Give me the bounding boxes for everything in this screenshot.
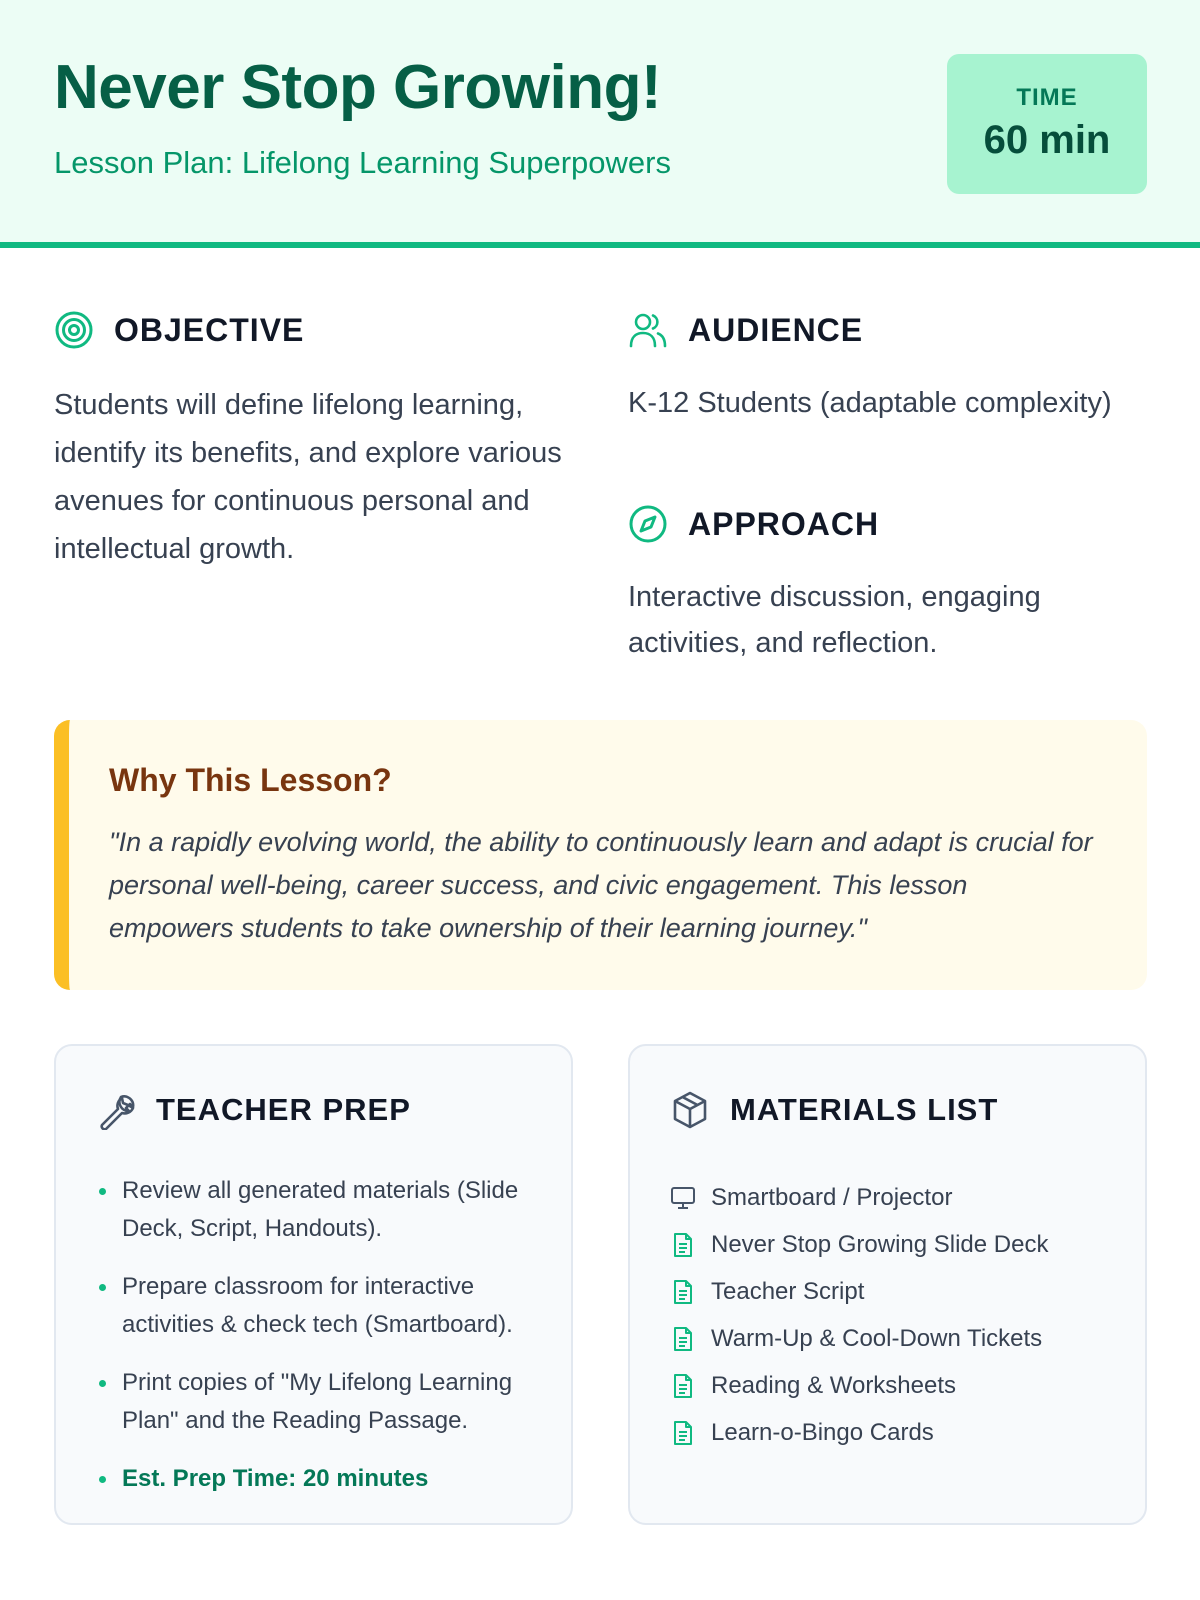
document-icon <box>670 1232 696 1258</box>
list-item-text: Review all generated materials (Slide Deck, Script, Handouts). <box>122 1177 519 1242</box>
objective-text: Students will define lifelong learning, identify its benefits, and explore various avenues for continuous personal and intellectual growth. <box>54 389 562 565</box>
page-header <box>0 0 1200 248</box>
materials-heading <box>670 1090 998 1130</box>
list-item-text: Reading & Worksheets <box>711 1371 957 1399</box>
why-callout <box>54 720 1147 990</box>
time-badge <box>947 54 1147 194</box>
why-quote: "In a rapidly evolving world, the ability to continuously learn and adapt is crucial for personal well-being, career success, and civic engagement. This lesson empowers students to take ownership of their learning journey." <box>109 827 1093 943</box>
list-item-text: Smartboard / Projector <box>711 1183 953 1211</box>
list-item <box>670 1268 1110 1315</box>
document-icon <box>670 1373 696 1399</box>
approach-heading <box>628 504 879 544</box>
bullet-icon <box>99 1188 106 1195</box>
compass-icon <box>628 504 668 544</box>
objective-title: OBJECTIVE <box>114 311 305 348</box>
why-title: Why This Lesson? <box>109 762 392 798</box>
audience-title: AUDIENCE <box>688 311 864 348</box>
list-item-text: Learn-o-Bingo Cards <box>711 1418 934 1446</box>
prep-time-item <box>96 1460 546 1498</box>
list-item <box>670 1362 1110 1409</box>
bullet-icon <box>99 1380 106 1387</box>
time-value: 60 min <box>983 118 1111 162</box>
teacher-prep-heading <box>96 1090 411 1130</box>
audience-heading <box>628 310 863 350</box>
materials-list <box>670 1174 1110 1456</box>
list-item-text: Prepare classroom for interactive activities & check tech (Smartboard). <box>122 1273 513 1338</box>
list-item <box>96 1364 546 1440</box>
list-item <box>96 1172 546 1248</box>
package-icon <box>670 1090 710 1130</box>
page-title: Never Stop Growing! <box>54 53 662 122</box>
document-icon <box>670 1420 696 1446</box>
list-item <box>670 1315 1110 1362</box>
audience-text: K-12 Students (adaptable complexity) <box>628 387 1112 419</box>
materials-card <box>628 1044 1147 1525</box>
list-item-text: Warm-Up & Cool-Down Tickets <box>711 1324 1043 1352</box>
list-item <box>670 1221 1110 1268</box>
list-item <box>96 1268 546 1344</box>
time-label: TIME <box>1016 84 1078 111</box>
list-item-text: Never Stop Growing Slide Deck <box>711 1230 1049 1258</box>
objective-heading <box>54 310 304 350</box>
approach-text: Interactive discussion, engaging activities, and reflection. <box>628 581 1041 659</box>
list-item <box>670 1409 1110 1456</box>
materials-title: MATERIALS LIST <box>730 1092 999 1127</box>
list-item-text: Teacher Script <box>711 1277 865 1305</box>
users-icon <box>628 310 668 350</box>
document-icon <box>670 1326 696 1352</box>
approach-title: APPROACH <box>688 505 880 542</box>
list-item-text: Print copies of "My Lifelong Learning Plan" and the Reading Passage. <box>122 1369 513 1434</box>
prep-time-text: Est. Prep Time: 20 minutes <box>122 1465 429 1492</box>
page-subtitle: Lesson Plan: Lifelong Learning Superpowers <box>54 145 671 180</box>
teacher-prep-title: TEACHER PREP <box>156 1092 411 1127</box>
teacher-prep-card <box>54 1044 573 1525</box>
document-icon <box>670 1279 696 1305</box>
bullet-icon <box>99 1476 106 1483</box>
bullet-icon <box>99 1284 106 1291</box>
target-icon <box>54 310 94 350</box>
wrench-icon <box>96 1090 136 1130</box>
monitor-icon <box>670 1185 696 1211</box>
list-item <box>670 1174 1110 1221</box>
teacher-prep-list <box>96 1172 546 1518</box>
